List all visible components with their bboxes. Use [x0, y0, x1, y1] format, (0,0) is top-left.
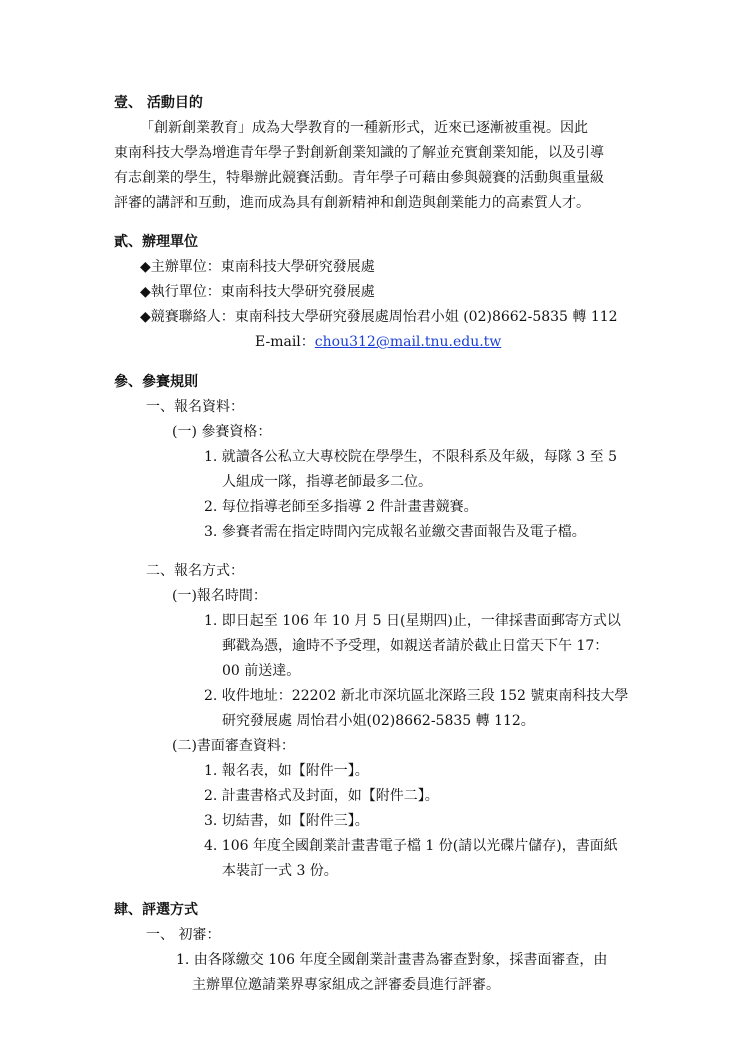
section-heading-organizers: 貳、辦理單位	[114, 234, 198, 250]
email-line	[255, 332, 501, 352]
list-item-continuation: 郵戳為憑，逾時不予受理，如親送者請於截止日當天下午 17：	[222, 638, 609, 654]
list-item: 1. 由各隊繳交 106 年度全國創業計畫書為審查對象，採書面審查，由	[176, 952, 608, 968]
item-title: (二)書面審查資料：	[172, 738, 295, 754]
section-heading-purpose: 壹、 活動目的	[114, 95, 203, 111]
list-item: 2. 計畫書格式及封面，如【附件二】。	[204, 788, 439, 804]
paragraph-line: 有志創業的學生，特舉辦此競賽活動。青年學子可藉由參與競賽的活動與重量級	[114, 170, 604, 186]
list-item: 1. 就讀各公私立大專校院在學學生，不限科系及年級，每隊 3 至 5	[204, 449, 617, 465]
list-item-continuation: 主辦單位邀請業界專家組成之評審委員進行評審。	[192, 977, 500, 993]
list-item: 4. 106 年度全國創業計畫書電子檔 1 份(請以光碟片儲存)，書面紙	[204, 838, 618, 854]
paragraph-line: 評審的講評和互動，進而成為具有創新精神和創造與創業能力的高素質人才。	[114, 195, 590, 211]
list-item-continuation: 本裝訂一式 3 份。	[222, 863, 338, 879]
list-item: 1. 報名表，如【附件一】。	[204, 763, 369, 779]
subsection-title: 一、 初審：	[146, 927, 221, 943]
item-title: (一) 參賽資格：	[172, 424, 272, 440]
list-item: 3. 參賽者需在指定時間內完成報名並繳交書面報告及電子檔。	[204, 524, 586, 540]
paragraph-line: 東南科技大學為增進青年學子對創新創業知識的了解並充實創業知能，以及引導	[114, 145, 604, 161]
email-link[interactable]: chou312@mail.tnu.edu.tw	[314, 334, 502, 350]
list-item-continuation: 人組成一隊，指導老師最多二位。	[222, 474, 432, 490]
list-item: 2. 收件地址：22202 新北市深坑區北深路三段 152 號東南科技大學	[204, 688, 629, 704]
contact-line: ◆競賽聯絡人：東南科技大學研究發展處周怡君小姐 (02)8662-5835 轉 112	[140, 309, 618, 325]
list-item: 2. 每位指導老師至多指導 2 件計畫書競賽。	[204, 499, 478, 515]
subsection-title: 一、報名資料：	[146, 399, 244, 415]
organizer-line: ◆主辦單位：東南科技大學研究發展處	[140, 259, 375, 275]
subsection-title: 二、報名方式：	[146, 563, 244, 579]
executor-line: ◆執行單位：東南科技大學研究發展處	[140, 284, 375, 300]
list-item-continuation: 00 前送達。	[222, 663, 301, 679]
list-item: 3. 切結書，如【附件三】。	[204, 813, 369, 829]
list-item-continuation: 研究發展處 周怡君小姐(02)8662-5835 轉 112。	[222, 713, 535, 729]
section-heading-evaluation: 肆、評選方式	[114, 902, 198, 918]
paragraph-line: 「創新創業教育」成為大學教育的一種新形式，近來已逐漸被重視。因此	[140, 120, 588, 136]
section-heading-rules: 參、參賽規則	[114, 374, 198, 390]
item-title: (一)報名時間：	[172, 588, 267, 604]
list-item: 1. 即日起至 106 年 10 月 5 日(星期四)止，一律採書面郵寄方式以	[204, 613, 621, 629]
email-label: E-mail：	[255, 334, 315, 350]
